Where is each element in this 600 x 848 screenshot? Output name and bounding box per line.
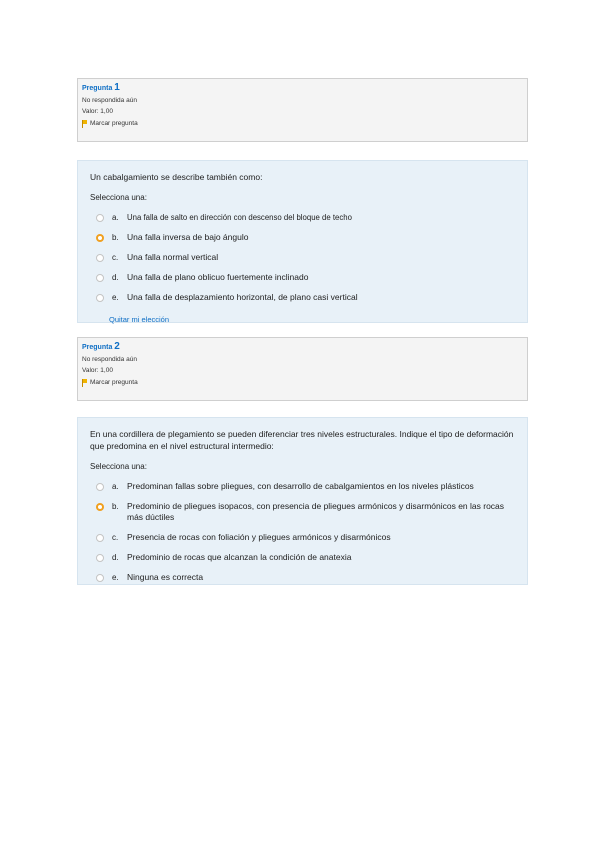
answer-option-b[interactable] bbox=[90, 501, 515, 523]
answer-option-d[interactable] bbox=[90, 552, 515, 563]
question-label: Pregunta bbox=[82, 85, 113, 92]
answer-prompt: Selecciona una: bbox=[90, 462, 147, 471]
flag-question-button[interactable] bbox=[82, 378, 523, 387]
flag-question-button[interactable] bbox=[82, 119, 523, 128]
clear-choice-link[interactable]: Quitar mi elección bbox=[109, 315, 170, 324]
question-status: No respondida aún bbox=[82, 97, 137, 104]
radio-button[interactable] bbox=[96, 534, 104, 542]
radio-button[interactable] bbox=[96, 554, 104, 562]
question-value: Valor: 1,00 bbox=[82, 367, 113, 374]
option-text: Una falla normal vertical bbox=[127, 252, 219, 262]
radio-button[interactable] bbox=[96, 274, 104, 282]
answer-option-c[interactable] bbox=[90, 252, 515, 263]
option-text: Predominan fallas sobre pliegues, con desarrollo de cabalgamientos en los niveles plásticos bbox=[127, 481, 474, 491]
answer-option-e[interactable] bbox=[90, 292, 515, 303]
question-number: 2 bbox=[114, 341, 120, 352]
option-text: Una falla de salto en dirección con descenso del bloque de techo bbox=[127, 213, 352, 222]
option-letter: b. bbox=[112, 502, 119, 511]
question-1-info bbox=[77, 78, 528, 142]
option-text: Predominio de pliegues isopacos, con presencia de pliegues armónicos y disarmónicos en las rocas más dúctiles bbox=[127, 501, 505, 522]
answer-option-a[interactable] bbox=[90, 212, 515, 223]
option-text: Presencia de rocas con foliación y pliegues armónicos y disarmónicos bbox=[127, 532, 391, 542]
answer-option-b[interactable] bbox=[90, 232, 515, 243]
radio-button[interactable] bbox=[96, 294, 104, 302]
question-1-heading bbox=[82, 83, 523, 94]
flag-icon bbox=[82, 379, 87, 387]
answer-option-a[interactable] bbox=[90, 481, 515, 492]
option-letter: c. bbox=[112, 533, 119, 542]
option-letter: e. bbox=[112, 573, 119, 582]
answer-prompt: Selecciona una: bbox=[90, 193, 147, 202]
answer-option-d[interactable] bbox=[90, 272, 515, 283]
option-letter: e. bbox=[112, 293, 119, 302]
radio-button[interactable] bbox=[96, 574, 104, 582]
radio-button[interactable] bbox=[96, 254, 104, 262]
option-letter: d. bbox=[112, 553, 119, 562]
question-status: No respondida aún bbox=[82, 356, 137, 363]
question-number: 1 bbox=[114, 82, 120, 93]
question-text: Un cabalgamiento se describe también como: bbox=[90, 172, 263, 182]
option-text: Una falla de desplazamiento horizontal, de plano casi vertical bbox=[127, 292, 358, 302]
answer-option-e[interactable] bbox=[90, 572, 515, 583]
radio-button[interactable] bbox=[96, 214, 104, 222]
question-2-content bbox=[77, 417, 528, 585]
radio-button-selected[interactable] bbox=[96, 503, 104, 511]
option-letter: a. bbox=[112, 482, 119, 491]
option-letter: b. bbox=[112, 233, 119, 242]
flag-icon bbox=[82, 120, 87, 128]
question-2-info bbox=[77, 337, 528, 401]
question-1-content bbox=[77, 160, 528, 323]
answer-option-c[interactable] bbox=[90, 532, 515, 543]
option-text: Una falla de plano oblicuo fuertemente inclinado bbox=[127, 272, 309, 282]
option-text: Predominio de rocas que alcanzan la condición de anatexia bbox=[127, 552, 352, 562]
question-label: Pregunta bbox=[82, 344, 113, 351]
flag-question-label: Marcar pregunta bbox=[90, 379, 138, 386]
option-letter: d. bbox=[112, 273, 119, 282]
option-letter: a. bbox=[112, 213, 119, 222]
option-text: Ninguna es correcta bbox=[127, 572, 204, 582]
option-letter: c. bbox=[112, 253, 119, 262]
question-text: En una cordillera de plegamiento se pueden diferenciar tres niveles estructurales. Indique el tipo de deformación que predomina en el nivel estructural intermedio: bbox=[90, 429, 514, 451]
radio-button-selected[interactable] bbox=[96, 234, 104, 242]
option-text: Una falla inversa de bajo ángulo bbox=[127, 232, 249, 242]
radio-button[interactable] bbox=[96, 483, 104, 491]
question-value: Valor: 1,00 bbox=[82, 108, 113, 115]
question-2-heading bbox=[82, 342, 523, 353]
flag-question-label: Marcar pregunta bbox=[90, 120, 138, 127]
